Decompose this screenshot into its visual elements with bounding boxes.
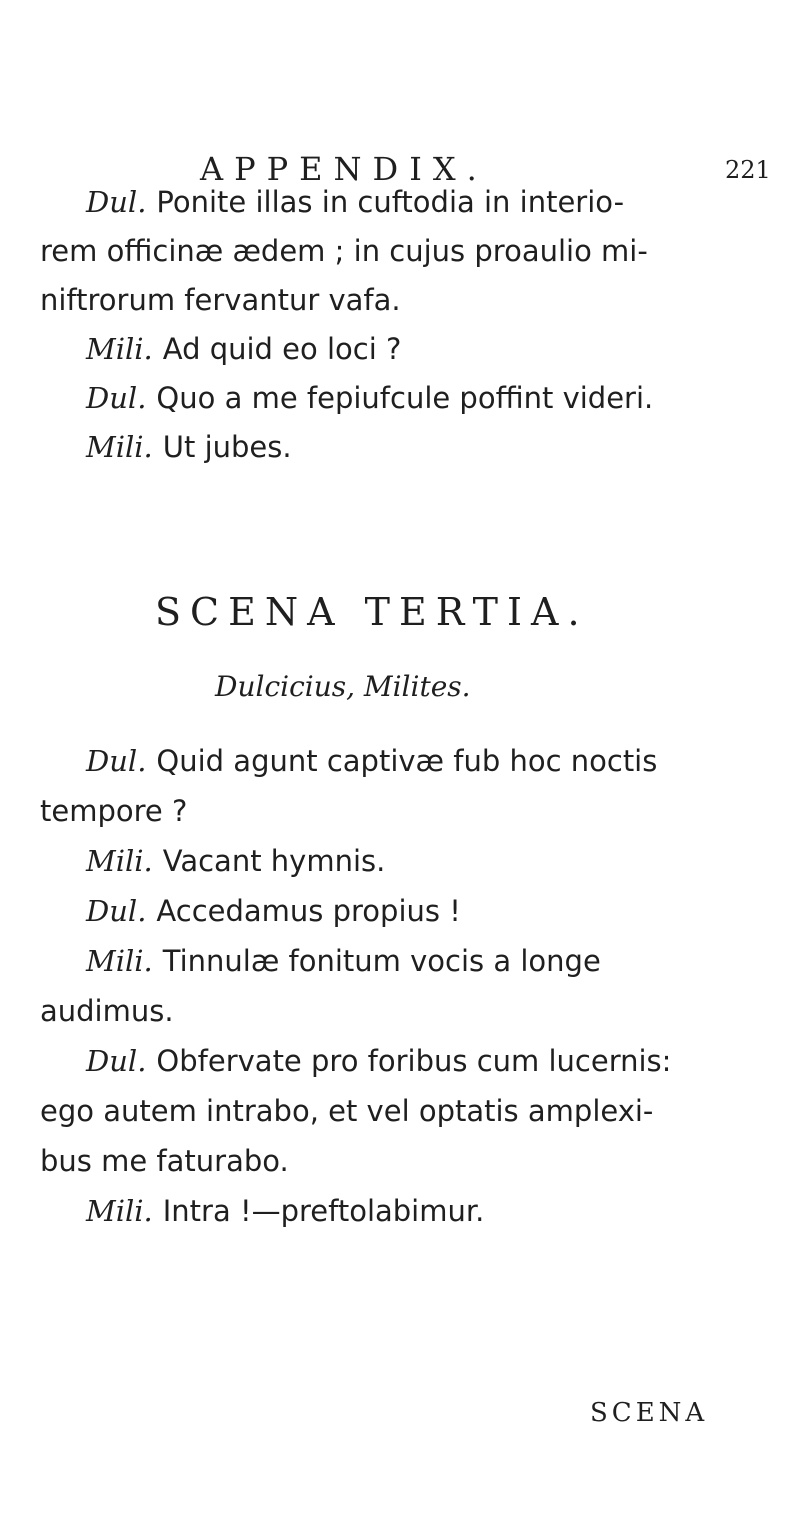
- dialogue-text: Quid agunt captivæ fub hoc noctis: [156, 744, 658, 778]
- running-head: APPENDIX.: [200, 150, 488, 188]
- dialogue-line: [40, 789, 187, 833]
- dialogue-line: [86, 180, 624, 224]
- speaker-name: Mili.: [86, 944, 153, 978]
- dialogue-line: [40, 278, 401, 322]
- scene-title: SCENA TERTIA.: [155, 590, 589, 634]
- dialogue-text: Ponite illas in cuftodia in interio-: [156, 185, 625, 219]
- dialogue-text: niftrorum fervantur vafa.: [40, 283, 401, 317]
- dialogue-line: [86, 739, 657, 783]
- dialogue-text: Tinnulæ fonitum vocis a longe: [162, 944, 601, 978]
- dialogue-line: [86, 376, 653, 420]
- dialogue-line: [40, 989, 174, 1033]
- dialogue-text: Ut jubes.: [162, 430, 292, 464]
- speaker-name: Mili.: [86, 332, 153, 366]
- dialogue-line: [86, 1189, 484, 1233]
- speaker-name: Dul.: [86, 185, 147, 219]
- dialogue-line: [86, 839, 385, 883]
- dialogue-line: [40, 1089, 653, 1133]
- dialogue-text: tempore ?: [40, 794, 188, 828]
- speaker-name: Mili.: [86, 1194, 153, 1228]
- dialogue-text: bus me faturabo.: [40, 1144, 289, 1178]
- scene-persons: Dulcicius, Milites.: [215, 670, 471, 703]
- dialogue-line: [40, 1139, 289, 1183]
- dialogue-text: rem officinæ ædem ; in cujus proaulio mi-: [40, 234, 648, 268]
- speaker-name: Dul.: [86, 381, 147, 415]
- speaker-name: Dul.: [86, 1044, 147, 1078]
- speaker-name: Dul.: [86, 894, 147, 928]
- speaker-name: Dul.: [86, 744, 147, 778]
- dialogue-text: Quo a me fepiufcule poffint videri.: [156, 381, 654, 415]
- catchword: SCENA: [590, 1398, 709, 1428]
- dialogue-line: [86, 1039, 671, 1083]
- dialogue-line: [40, 229, 648, 273]
- dialogue-line: [86, 889, 461, 933]
- page-number: 221: [725, 156, 771, 184]
- speaker-name: Mili.: [86, 430, 153, 464]
- dialogue-line: [86, 327, 401, 371]
- dialogue-text: Accedamus propius !: [156, 894, 461, 928]
- dialogue-text: Intra !—preftolabimur.: [162, 1194, 485, 1228]
- dialogue-line: [86, 425, 292, 469]
- dialogue-text: Obfervate pro foribus cum lucernis:: [156, 1044, 672, 1078]
- dialogue-line: [86, 939, 601, 983]
- speaker-name: Mili.: [86, 844, 153, 878]
- dialogue-text: Vacant hymnis.: [162, 844, 386, 878]
- dialogue-text: Ad quid eo loci ?: [162, 332, 402, 366]
- dialogue-text: audimus.: [40, 994, 174, 1028]
- dialogue-text: ego autem intrabo, et vel optatis amplexi-: [40, 1094, 654, 1128]
